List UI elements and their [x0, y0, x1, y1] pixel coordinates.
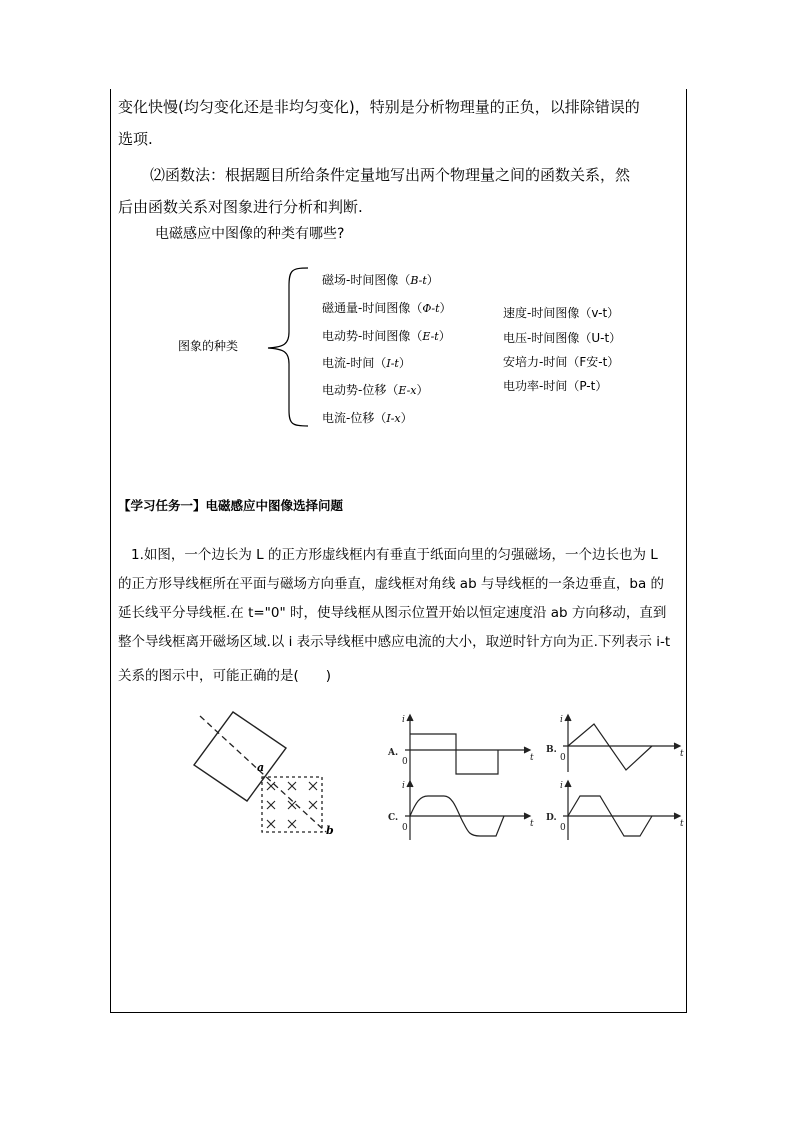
graph-d-axis-t: t — [680, 819, 684, 829]
graph-d-origin: 0 — [560, 823, 566, 833]
graph-d-axis-i: i — [560, 781, 563, 791]
tree-item-u-t: 电压-时间图像（U-t） — [503, 331, 622, 345]
graph-a — [405, 715, 530, 782]
q1-line-4: 整个导线框离开磁场区域.以 i 表示导线框中感应电流的大小，取逆时针方向为正.下列表示 i-t — [118, 634, 671, 650]
intro-line-1: 变化快慢(均匀变化还是非均匀变化)，特别是分析物理量的正负，以排除错误的 — [118, 98, 640, 116]
tree-item-i-x: 电流-位移（I-x） — [322, 411, 413, 425]
tree-item-e-t: 电动势-时间图像（E-t） — [322, 329, 451, 343]
task-heading: 【学习任务一】电磁感应中图像选择问题 — [118, 498, 344, 513]
q1-line-1: 1.如图，一个边长为 L 的正方形虚线框内有垂直于纸面向里的匀强磁场，一个边长也为 L — [131, 547, 658, 563]
intro-line-3: ⑵函数法：根据题目所给条件定量地写出两个物理量之间的函数关系，然 — [150, 166, 631, 184]
graph-b-axis-i: i — [560, 715, 563, 725]
label-a: a — [257, 761, 265, 774]
answer-graphs — [380, 712, 690, 852]
tree-item-phi-t: 磁通量-时间图像（Φ-t） — [322, 301, 452, 315]
question-figure — [190, 708, 350, 860]
question-heading: 电磁感应中图像的种类有哪些? — [155, 226, 345, 242]
graph-c-axis-i: i — [402, 781, 405, 791]
graph-b-origin: 0 — [560, 753, 566, 763]
diagonal-dashed-line — [200, 716, 326, 832]
graph-d — [563, 781, 680, 840]
graph-c — [405, 781, 530, 840]
graph-c-origin: 0 — [402, 823, 408, 833]
tree-item-b-t: 磁场-时间图像（B-t） — [322, 273, 439, 287]
q1-line-5: 关系的图示中，可能正确的是( ) — [118, 668, 332, 684]
tree-item-i-t: 电流-时间（I-t） — [322, 356, 411, 370]
tree-item-v-t: 速度-时间图像（v-t） — [503, 306, 620, 320]
graph-d-label: D. — [546, 813, 557, 823]
tree-item-e-x: 电动势-位移（E-x） — [322, 383, 429, 397]
graph-a-axis-t: t — [530, 753, 534, 763]
field-x-markers — [267, 782, 317, 828]
graph-c-label: C. — [388, 813, 399, 823]
graph-a-axis-i: i — [402, 715, 405, 725]
tree-item-f-t: 安培力-时间（F安-t） — [503, 355, 620, 369]
graph-b-label: B. — [546, 745, 557, 755]
tree-root-label: 图象的种类 — [178, 339, 239, 353]
graph-a-label: A. — [388, 748, 399, 758]
tree-brace — [262, 266, 312, 428]
graph-c-axis-t: t — [530, 819, 534, 829]
intro-line-4: 后由函数关系对图象进行分析和判断. — [118, 198, 363, 216]
graph-b — [563, 715, 680, 772]
tree-item-p-t: 电功率-时间（P-t） — [503, 379, 608, 393]
intro-line-2: 选项. — [118, 130, 153, 148]
q1-line-2: 的正方形导线框所在平面与磁场方向垂直，虚线框对角线 ab 与导线框的一条边垂直，ba 的 — [118, 576, 665, 592]
label-b: b — [326, 824, 334, 837]
q1-line-3: 延长线平分导线框.在 t="0" 时，使导线框从图示位置开始以恒定速度沿 ab 方向移动，直到 — [118, 605, 667, 621]
graph-b-axis-t: t — [680, 749, 684, 759]
graph-a-origin: 0 — [402, 757, 408, 767]
